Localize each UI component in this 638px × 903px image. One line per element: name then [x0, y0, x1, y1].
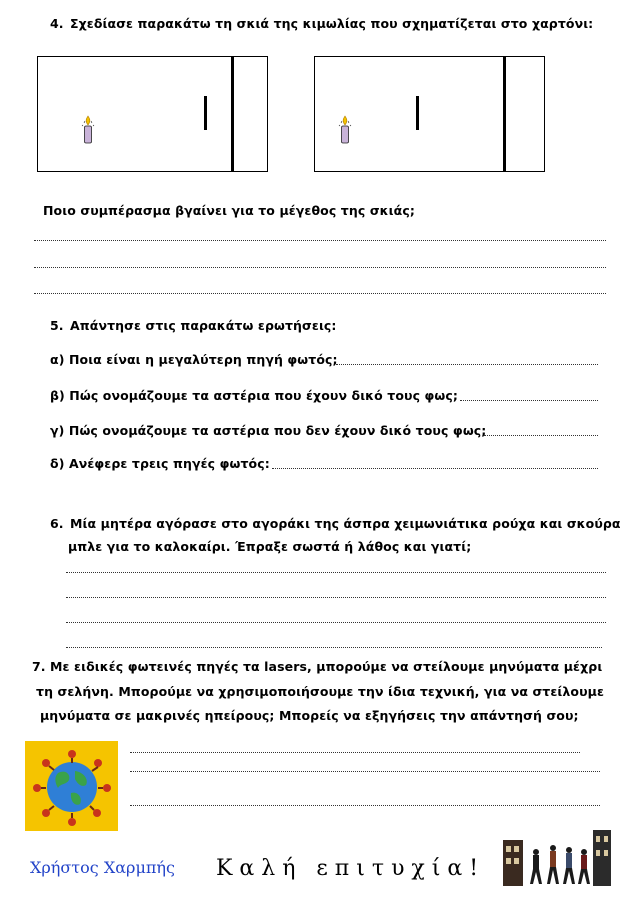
globe-children-image: [25, 741, 118, 831]
answer-line[interactable]: [130, 805, 600, 806]
q4-conclusion: Ποιο συμπέρασμα βγαίνει για το μέγεθος της σκιάς;: [43, 203, 415, 218]
cardboard-screen: [503, 57, 506, 171]
answer-line[interactable]: [130, 771, 600, 772]
answer-line[interactable]: [272, 468, 598, 469]
answer-line[interactable]: [460, 400, 598, 401]
answer-line[interactable]: [484, 435, 598, 436]
answer-line[interactable]: [66, 622, 606, 623]
answer-line[interactable]: [130, 752, 580, 753]
answer-line[interactable]: [66, 647, 602, 648]
q5-title: Απάντησε στις παρακάτω ερωτήσεις:: [70, 318, 337, 333]
walking-people-image: [503, 826, 613, 888]
drawing-box-right[interactable]: [314, 56, 545, 172]
q7-line2: τη σελήνη. Μπορούμε να χρησιμοποιήσουμε την ίδια τεχνική, για να στείλουμε: [36, 684, 605, 699]
q5-item-b: β) Πώς ονομάζουμε τα αστέρια που έχουν δικό τους φως;: [50, 388, 459, 403]
answer-line[interactable]: [34, 293, 606, 294]
q5-item-d: δ) Ανέφερε τρεις πηγές φωτός:: [50, 456, 270, 471]
q7-line1: Με ειδικές φωτεινές πηγές τα lasers, μπορούμε να στείλουμε μηνύματα μέχρι: [50, 659, 603, 674]
q7-number: 7.: [32, 659, 46, 674]
q5-number: 5.: [50, 318, 64, 333]
q5-item-c: γ) Πώς ονομάζουμε τα αστέρια που δεν έχουν δικό τους φως;: [50, 423, 487, 438]
answer-line[interactable]: [34, 267, 606, 268]
q6-line2: μπλε για το καλοκαίρι. Έπραξε σωστά ή λάθος και γιατί;: [68, 539, 472, 554]
q5-item-a: α) Ποια είναι η μεγαλύτερη πηγή φωτός;: [50, 352, 338, 367]
candle-icon: [338, 115, 352, 145]
good-luck-text: Καλή επιτυχία!: [216, 856, 486, 881]
answer-line[interactable]: [34, 240, 606, 241]
chalk: [416, 96, 419, 130]
author-name: Χρήστος Χαρμπής: [30, 858, 175, 877]
q7-line3: μηνύματα σε μακρινές ηπείρους; Μπορείς να εξηγήσεις την απάντησή σου;: [40, 708, 579, 723]
chalk: [204, 96, 207, 130]
q4-text: Σχεδίασε παρακάτω τη σκιά της κιμωλίας που σχηματίζεται στο χαρτόνι:: [70, 16, 594, 31]
answer-line[interactable]: [336, 364, 598, 365]
q4-number: 4.: [50, 16, 64, 31]
cardboard-screen: [231, 57, 234, 171]
candle-icon: [81, 115, 95, 145]
q6-line1: Μία μητέρα αγόρασε στο αγοράκι της άσπρα χειμωνιάτικα ρούχα και σκούρα: [70, 516, 621, 531]
q6-number: 6.: [50, 516, 64, 531]
answer-line[interactable]: [66, 572, 606, 573]
answer-line[interactable]: [66, 597, 606, 598]
drawing-box-left[interactable]: [37, 56, 268, 172]
